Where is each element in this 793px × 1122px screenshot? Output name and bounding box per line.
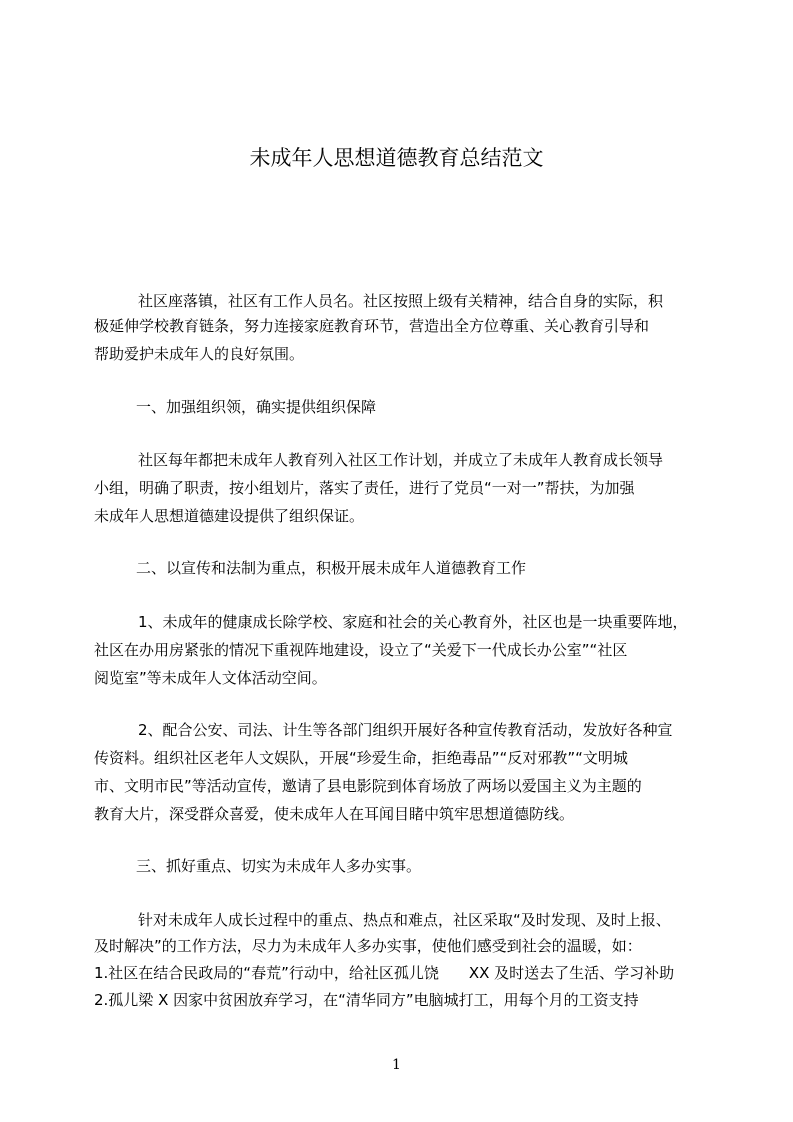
text-line: 针对未成年人成长过程中的重点、热点和难点，社区采取“及时发现、及时上报、	[138, 911, 671, 929]
text-line: 小组，明确了职责，按小组划片，落实了责任，进行了党员“一对一”帮扶，为加强	[94, 479, 635, 497]
text-line: 1.社区在结合民政局的“春荒”行动中，给社区孤儿饶 XX 及时送去了生活、学习补助	[94, 964, 675, 982]
text-line: 市、文明市民”等活动宣传，邀请了县电影院到体育场放了两场以爱国主义为主题的	[94, 777, 642, 795]
text-line: 及时解决”的工作方法，尽力为未成年人多办实事，使他们感受到社会的温暖，如：	[94, 937, 642, 955]
text-line: 社区在办用房紧张的情况下重视阵地建设，设立了“关爱下一代成长办公室”“社区	[94, 641, 628, 659]
text-line: 帮助爱护未成年人的良好氛围。	[94, 345, 305, 363]
text-line: 2.孤儿梁 X 因家中贫困放弃学习，在“清华同方”电脑城打工，用每个月的工资支持	[94, 991, 639, 1009]
text-line: 阅览室”等未成年人文体活动空间。	[94, 669, 327, 687]
text-line: 二、以宣传和法制为重点，积极开展未成年人道德教育工作	[136, 559, 527, 577]
text-line: 2、配合公安、司法、计生等各部门组织开展好各种宣传教育活动，发放好各种宣	[138, 721, 673, 739]
text-line: 教育大片，深受群众喜爱，使未成年人在耳闻目睹中筑牢思想道德防线。	[94, 805, 575, 823]
text-line: 社区每年都把未成年人教育列入社区工作计划，并成立了未成年人教育成长领导	[138, 451, 664, 469]
text-line: 极延伸学校教育链条，努力连接家庭教育环节，营造出全方位尊重、关心教育引导和	[94, 317, 650, 335]
text-line: 传资料。组织社区老年人文娱队，开展“珍爱生命，拒绝毒品”“反对邪教”“文明城	[94, 749, 628, 767]
text-line: 一、加强组织领，确实提供组织保障	[136, 398, 377, 416]
text-line: 三、抓好重点、切实为未成年人多办实事。	[136, 857, 422, 875]
document-title: 未成年人思想道德教育总结范文	[249, 146, 544, 170]
text-line: 未成年人思想道德建设提供了组织保证。	[94, 507, 365, 525]
text-line: 社区座落镇，社区有工作人员名。社区按照上级有关精神，结合自身的实际，积	[138, 292, 664, 310]
page-number: 1	[392, 1057, 401, 1073]
text-line: 1、未成年的健康成长除学校、家庭和社会的关心教育外，社区也是一块重要阵地，	[138, 613, 688, 631]
